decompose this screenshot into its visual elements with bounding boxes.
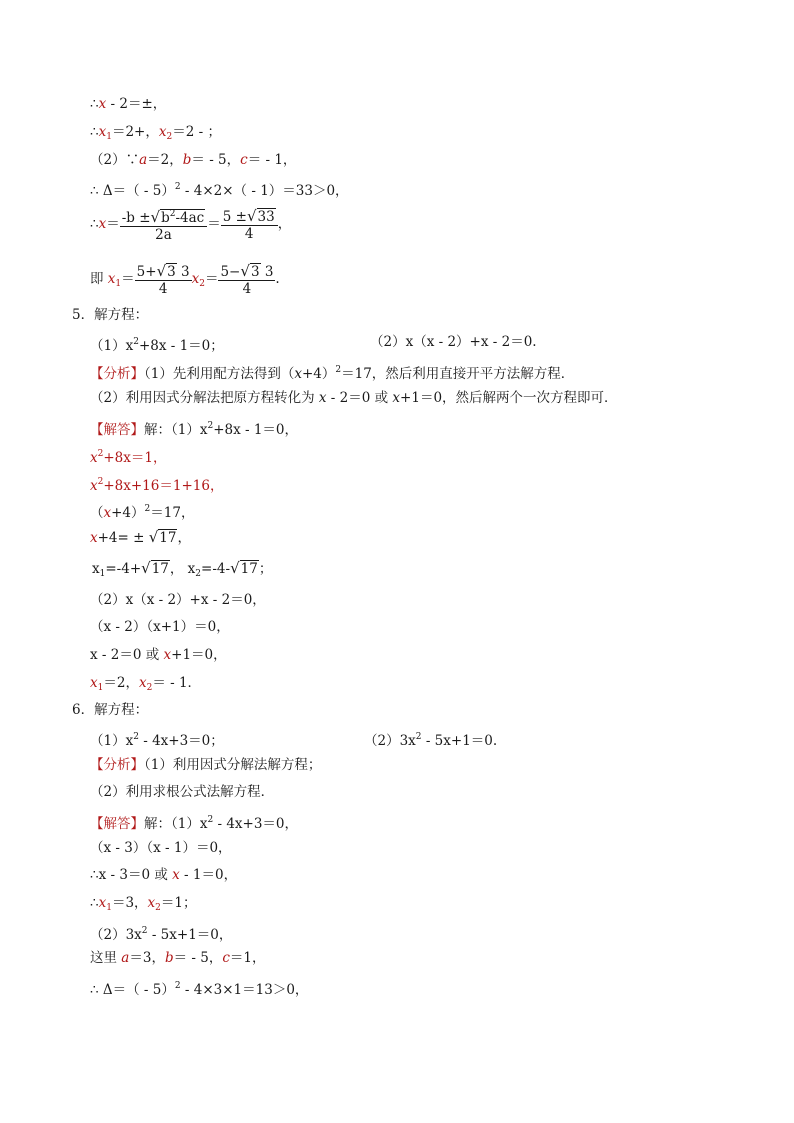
sqrt-icon: √ xyxy=(148,528,159,546)
text: +8x＝1， xyxy=(103,450,167,466)
text: （x - 3）（x - 1）＝0， xyxy=(90,840,232,856)
analysis-line xyxy=(90,782,274,802)
var-x: x xyxy=(103,505,112,521)
sqrt-icon: √ xyxy=(246,206,257,225)
exponent: 2 xyxy=(207,815,214,825)
text: - 1＝0， xyxy=(179,867,238,883)
subscript: 2 xyxy=(155,903,161,913)
question-5-part-1 xyxy=(90,332,224,356)
solution-step xyxy=(90,948,266,968)
var-x: x xyxy=(92,561,100,577)
text: ＝1， xyxy=(229,950,266,966)
sqrt-icon: √ xyxy=(150,208,161,226)
text: ， xyxy=(177,530,191,546)
question-number: 5． xyxy=(72,307,95,323)
result-line xyxy=(90,262,280,301)
question-5-heading xyxy=(72,305,148,325)
text: - 2＝±， xyxy=(106,96,167,112)
analysis-tag: 【分析】 xyxy=(90,366,144,382)
solution-tag: 【解答】 xyxy=(90,422,144,438)
text: （ xyxy=(90,505,104,521)
text: x - 2＝0 或 xyxy=(90,647,164,663)
text: -4ac xyxy=(175,210,205,226)
sqrt-icon: √ xyxy=(240,261,250,280)
text: ＝17， xyxy=(150,505,195,521)
subscript: 2 xyxy=(166,132,173,142)
text: ； xyxy=(258,561,273,577)
text: 5+ xyxy=(136,263,157,280)
text: （1）x xyxy=(90,338,134,354)
text: ＝ - 1． xyxy=(152,675,202,691)
subscript: 1 xyxy=(97,683,104,693)
text: ＝ - 1， xyxy=(247,152,297,168)
text: 5 ± xyxy=(222,208,247,225)
text: ＝ - 5， xyxy=(191,152,241,168)
text: （2）利用求根公式法解方程． xyxy=(90,784,275,800)
sqrt-icon: √ xyxy=(156,261,167,280)
text: +4= ± xyxy=(97,530,149,546)
text: ＝2， xyxy=(103,675,139,691)
text: ＝3， xyxy=(111,895,148,911)
therefore-symbol: ∴ xyxy=(90,867,99,883)
text: 3 xyxy=(264,263,274,280)
text: +8x - 1＝0； xyxy=(138,338,224,354)
subscript: 2 xyxy=(195,569,202,579)
therefore-symbol: ∴ xyxy=(90,216,99,232)
solution-line xyxy=(90,416,298,440)
text: ∴ Δ＝（ - 5） xyxy=(90,183,175,199)
subscript: 1 xyxy=(106,903,112,913)
solution-step xyxy=(90,673,201,698)
solution-step xyxy=(90,444,166,468)
text: +4） xyxy=(301,366,336,382)
exponent: 2 xyxy=(141,926,148,936)
text: -b ± xyxy=(121,210,151,226)
text: ＝1； xyxy=(160,895,197,911)
text: =-4- xyxy=(201,561,231,577)
var-b: b xyxy=(164,950,174,966)
denominator: 2a xyxy=(155,227,172,243)
question-title: 解方程： xyxy=(94,702,149,718)
subscript: 1 xyxy=(106,132,112,142)
exponent: 2 xyxy=(144,504,151,514)
solution-tag: 【解答】 xyxy=(90,816,144,832)
question-number: 6． xyxy=(72,702,95,718)
derivation-line xyxy=(90,122,221,147)
var-c: c xyxy=(222,950,230,966)
solution-step xyxy=(90,893,197,918)
radicand: 3 xyxy=(167,263,176,280)
text: ＝2 - ； xyxy=(172,124,221,140)
text: 解：（1）x xyxy=(144,422,208,438)
question-5-part-2 xyxy=(370,332,537,352)
numerator xyxy=(221,208,278,226)
analysis-line xyxy=(90,755,321,775)
var-x: x xyxy=(172,867,180,883)
question-title: 解方程： xyxy=(94,307,149,323)
radicand: 17 xyxy=(151,561,169,577)
text: +4） xyxy=(111,505,145,521)
var-a: a xyxy=(139,152,148,168)
var-x: x xyxy=(90,450,98,466)
solution-step xyxy=(90,590,266,610)
radicand: 3 xyxy=(250,263,260,280)
exponent: 2 xyxy=(133,337,139,347)
solution-step xyxy=(90,617,230,637)
text: （2）3x xyxy=(364,733,416,749)
solution-step xyxy=(90,865,237,885)
numerator xyxy=(135,263,192,281)
text: ＝ xyxy=(207,216,221,232)
text: ＝17，然后利用直接开平方法解方程． xyxy=(341,366,575,382)
text: - 4×2×（ - 1）＝33＞0， xyxy=(180,183,349,199)
var-x: x xyxy=(107,271,116,287)
text: ＝2+， xyxy=(111,124,159,140)
text: （1）x xyxy=(90,733,134,749)
var-x: x xyxy=(98,96,107,112)
text: 3 xyxy=(181,263,190,280)
text: （2）x（x - 2）+x - 2＝0， xyxy=(90,592,266,608)
question-6-part-1 xyxy=(90,727,224,751)
exponent: 2 xyxy=(133,732,139,742)
var-b: b xyxy=(182,152,192,168)
var-x: x xyxy=(90,478,98,494)
text: - 5x+1＝0， xyxy=(147,927,233,943)
radicand xyxy=(160,209,205,226)
exponent: 2 xyxy=(335,365,342,375)
var-x: x xyxy=(98,124,107,140)
exponent: 2 xyxy=(169,209,176,219)
therefore-symbol: ∴ xyxy=(90,895,99,911)
denominator: 4 xyxy=(244,225,254,242)
subscript: 1 xyxy=(115,279,122,289)
text: ＝3， xyxy=(129,950,165,966)
text: （2）利用因式分解法把原方程转化为 xyxy=(90,390,319,406)
solution-step xyxy=(92,558,272,584)
text: ＝ xyxy=(204,271,219,287)
sqrt-icon: √ xyxy=(141,559,151,577)
question-6-part-2 xyxy=(364,727,497,751)
derivation-line xyxy=(90,94,166,114)
text: - 4x+3＝0， xyxy=(213,816,299,832)
text: x - 3＝0 或 xyxy=(98,867,173,883)
denominator: 4 xyxy=(158,280,168,297)
var-c: c xyxy=(240,152,248,168)
text: （2）x（x - 2）+x - 2＝0. xyxy=(370,334,537,350)
solution-step xyxy=(90,921,232,945)
var-x: x xyxy=(138,675,147,691)
exponent: 2 xyxy=(97,477,104,487)
text: ＝ xyxy=(106,216,120,232)
subscript: 2 xyxy=(199,279,205,289)
var-x: x xyxy=(147,895,156,911)
subscript: 1 xyxy=(99,569,106,579)
solution-step xyxy=(90,838,232,858)
solution-step xyxy=(90,472,223,496)
numerator xyxy=(218,263,275,281)
text: 5− xyxy=(220,263,241,280)
exponent: 2 xyxy=(174,981,181,991)
text: （x - 2）（x+1）＝0， xyxy=(90,619,230,635)
solution-step xyxy=(90,527,191,548)
solution-line xyxy=(90,810,298,834)
text: （1）先利用配方法得到（ xyxy=(144,366,295,382)
text: ∴ Δ＝（ - 5） xyxy=(90,982,175,998)
text: . xyxy=(275,271,280,287)
text: +8x+16＝1+16， xyxy=(103,478,224,494)
exponent: 2 xyxy=(174,182,181,192)
text: （2）∵ xyxy=(90,152,140,168)
var-x: x xyxy=(294,366,302,382)
question-6-heading xyxy=(72,700,148,720)
text: +1＝0，然后解两个一次方程即可． xyxy=(400,390,618,406)
var-x: x xyxy=(191,271,200,287)
text: ， x xyxy=(169,561,196,577)
derivation-line xyxy=(90,177,349,201)
fraction xyxy=(135,263,192,297)
fraction xyxy=(120,206,208,243)
subscript: 2 xyxy=(146,683,153,693)
analysis-tag: 【分析】 xyxy=(90,757,144,773)
text: - 5x+1＝0. xyxy=(421,733,498,749)
var-x: x xyxy=(318,390,327,406)
text: - 4×3×1＝13＞0， xyxy=(180,982,309,998)
text: ＝2， xyxy=(147,152,183,168)
text: （1）利用因式分解法解方程； xyxy=(144,757,322,773)
text: ＝ xyxy=(121,271,135,287)
derivation-line xyxy=(90,150,296,170)
radicand: 17 xyxy=(159,530,177,546)
var-x: x xyxy=(163,647,172,663)
var-x: x xyxy=(90,530,98,546)
var-x: x xyxy=(158,124,167,140)
therefore-symbol: ∴ xyxy=(90,124,99,140)
var-a: a xyxy=(121,950,130,966)
exponent: 2 xyxy=(97,449,104,459)
text: ＝ - 5， xyxy=(173,950,223,966)
fraction xyxy=(218,263,275,297)
analysis-line xyxy=(90,360,574,384)
analysis-line xyxy=(90,388,618,408)
text: - 2＝0 或 xyxy=(326,390,393,406)
fraction xyxy=(221,208,278,242)
exponent: 2 xyxy=(415,732,422,742)
text: - 4x+3＝0； xyxy=(138,733,224,749)
denominator: 4 xyxy=(242,280,252,297)
text: =-4+ xyxy=(105,561,142,577)
text: 即 xyxy=(90,271,108,287)
var-x: x xyxy=(98,216,107,232)
sqrt-icon: √ xyxy=(230,559,240,577)
solution-step xyxy=(90,499,194,523)
var-x: x xyxy=(392,390,401,406)
solution-step xyxy=(90,976,308,1000)
text: b xyxy=(161,210,170,226)
text: ， xyxy=(277,216,292,232)
radicand: 33 xyxy=(257,208,275,225)
radicand: 17 xyxy=(240,561,258,577)
text: 这里 xyxy=(90,950,122,966)
numerator xyxy=(120,206,208,227)
var-x: x xyxy=(98,895,107,911)
text: 解：（1）x xyxy=(144,816,208,832)
therefore-symbol: ∴ xyxy=(90,96,99,112)
solution-step xyxy=(90,645,227,665)
var-x: x xyxy=(90,675,98,691)
text: +1＝0， xyxy=(171,647,227,663)
text: +8x - 1＝0， xyxy=(213,422,299,438)
exponent: 2 xyxy=(207,421,214,431)
quadratic-formula-line xyxy=(90,206,291,243)
text: （2）3x xyxy=(90,927,142,943)
